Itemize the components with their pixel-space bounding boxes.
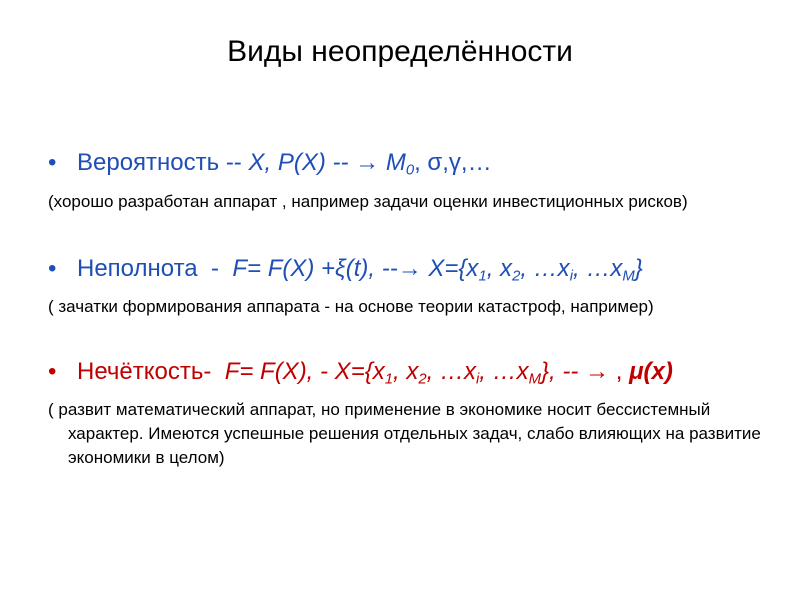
bullet-label: Нечёткость- — [77, 358, 212, 385]
note-fuzziness: ( развит математический аппарат, но применение в экономике носит бессистемный характер. Имеются успешные решения отдельных задач, слабо влияющих на развитие экономики в целом) — [48, 400, 761, 467]
bullet-dot-icon: • — [48, 149, 57, 176]
arrow-icon: → — [585, 358, 610, 385]
bullet-fuzziness: • Нечёткость- F= F(X), - $X=\{x_1$, $x_2$, $\dots x_i$, $\dots x_M$}, -- → , μ(x) — [48, 358, 673, 388]
note-incompleteness: ( зачатки формирования аппарата - на основе теории катастроф, например) — [48, 297, 654, 316]
bullet-label: Неполнота — [77, 255, 198, 282]
bullet-incompleteness: • Неполнота - F= F(X) +ξ(t), --→ $X=\{x_1$, $x_2$, $\dots x_i$, $\dots x_M$} — [48, 255, 643, 285]
bullet-dot-icon: • — [48, 255, 57, 282]
slide-title: Виды неопределённости — [227, 35, 573, 68]
bullet-dot-icon: • — [48, 358, 57, 385]
arrow-icon: → — [397, 255, 422, 282]
arrow-icon: → — [355, 149, 380, 176]
bullet-probability: • Вероятность -- X, P(X) -- → $M_0$, σ,γ,… — [48, 149, 492, 179]
bullet-label: Вероятность — [77, 149, 220, 176]
note-probability: (хорошо разработан аппарат , например задачи оценки инвестиционных рисков) — [48, 192, 688, 211]
